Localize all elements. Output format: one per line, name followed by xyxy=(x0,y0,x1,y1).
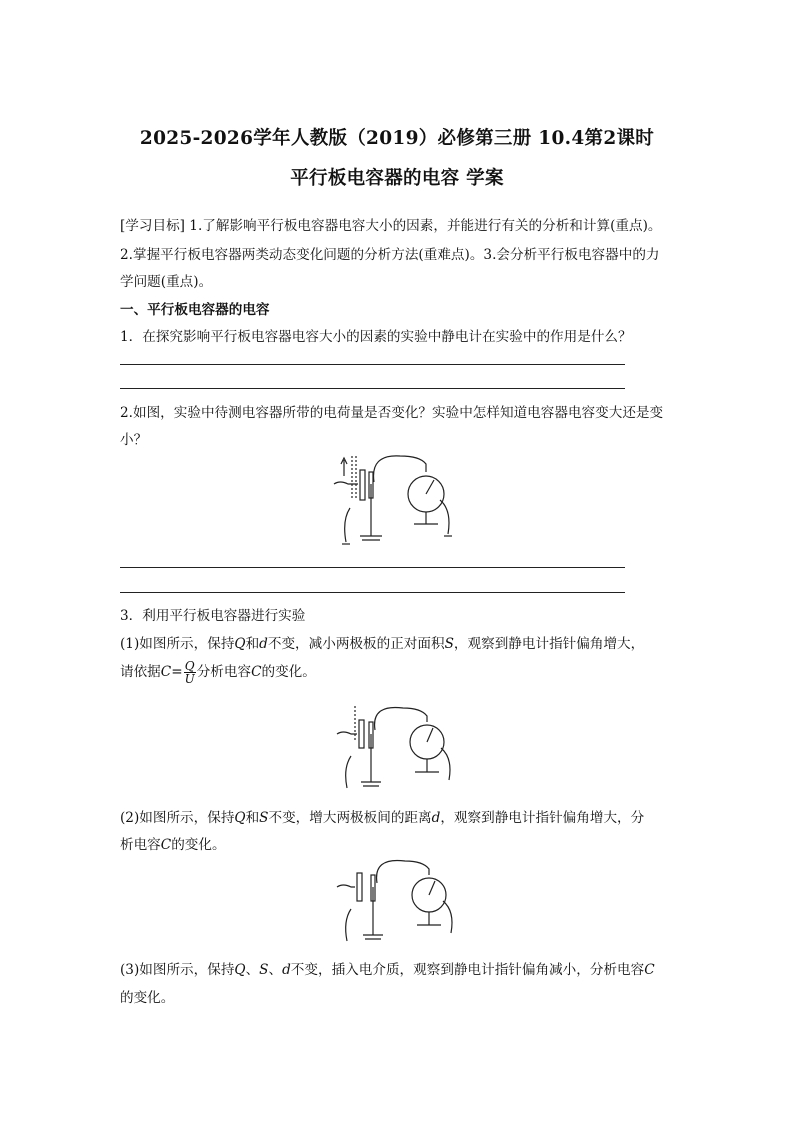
question-3-1-line-2: 请依据C= $\frac{Q}{U}$ 分析电容C的变化。 xyxy=(120,659,316,686)
electroscope-figure-2 xyxy=(335,702,465,794)
electroscope-figure-1 xyxy=(330,450,460,550)
answer-line xyxy=(120,567,625,568)
objectives-line-1: [学习目标] 1.了解影响平行板电容器电容大小的因素，并能进行有关的分析和计算(重点)。 xyxy=(120,218,662,234)
objectives-line-2: 2.掌握平行板电容器两类动态变化问题的分析方法(重难点)。3.会分析平行板电容器中的力 xyxy=(120,247,660,263)
question-3-2-line-2: 析电容C的变化。 xyxy=(120,837,226,853)
capacitance-formula-fraction: $\frac{Q}{U}$ xyxy=(184,659,195,686)
question-3-3-line-2: 的变化。 xyxy=(120,990,175,1006)
title-line-1: 2025-2026学年人教版（2019）必修第三册 10.4第2课时 xyxy=(139,128,655,149)
objectives-line-3: 学问题(重点)。 xyxy=(120,274,213,290)
question-3-1-line-1: (1)如图所示，保持Q和d不变，减小两极板的正对面积S，观察到静电计指针偏角增大， xyxy=(120,636,645,652)
answer-line xyxy=(120,364,625,365)
question-3-3-line-1: (3)如图所示，保持Q、S、d不变，插入电介质，观察到静电计指针偏角减小，分析电容C xyxy=(120,962,655,978)
electroscope-figure-3 xyxy=(335,855,465,947)
question-1: 1．在探究影响平行板电容器电容大小的因素的实验中静电计在实验中的作用是什么？ xyxy=(120,329,632,345)
question-2-line-2: 小？ xyxy=(120,432,148,448)
question-2-line-1: 2.如图，实验中待测电容器所带的电荷量是否变化？实验中怎样知道电容器电容变大还是变 xyxy=(120,405,664,421)
question-3: 3．利用平行板电容器进行实验 xyxy=(120,608,306,624)
section-heading: 一、平行板电容器的电容 xyxy=(120,302,270,318)
title-line-2: 平行板电容器的电容 学案 xyxy=(290,168,504,189)
question-3-2-line-1: (2)如图所示，保持Q和S不变，增大两极板间的距离d，观察到静电计指针偏角增大，分 xyxy=(120,810,645,826)
answer-line xyxy=(120,388,625,389)
answer-line xyxy=(120,592,625,593)
